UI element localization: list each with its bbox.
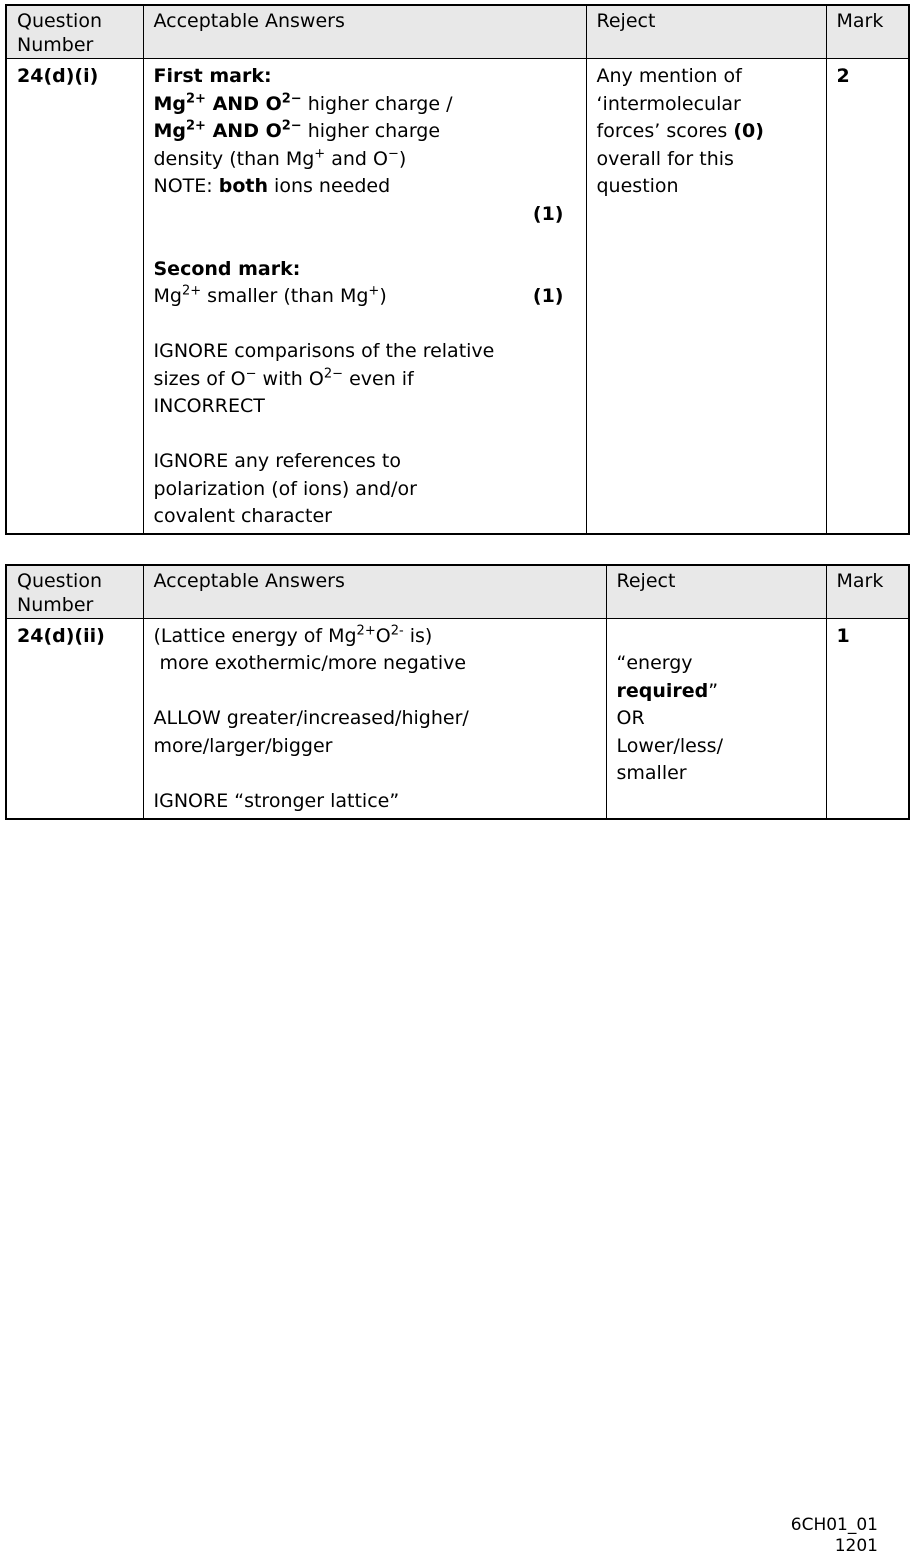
- text-line: (Lattice energy of $Mg^{2+}O^{2-}$ is): [153, 623, 433, 647]
- text-line: [154, 311, 578, 339]
- text-line: forces’ scores (0): [596, 120, 764, 142]
- header-reject: Reject: [586, 5, 826, 59]
- text-line: [154, 228, 578, 256]
- text-line: more exothermic/more negative: [153, 652, 467, 674]
- text-line: $Mg^{2+}$ smaller (than Mg+) (1): [153, 283, 564, 307]
- mark-cell: 2: [826, 59, 909, 534]
- text-line: First mark:: [153, 65, 272, 87]
- mark-scheme-table-24di: [5, 4, 910, 535]
- header-acceptable-answers: Acceptable Answers: [143, 565, 606, 619]
- text-line: [154, 421, 578, 449]
- text-line: Lower/less/: [616, 734, 723, 757]
- table-row: [6, 618, 909, 819]
- paper-code: 6CH01_01: [790, 1515, 878, 1535]
- text-line: $Mg^{2+}$ AND $O^{2-}$ higher charge: [153, 118, 441, 142]
- text-line: ‘intermolecular: [596, 92, 741, 115]
- text-line: ALLOW greater/increased/higher/: [153, 707, 469, 729]
- text-line: more/larger/bigger: [153, 734, 333, 757]
- text-line: [154, 678, 598, 706]
- text-line: “energy: [616, 652, 693, 674]
- text-line: IGNORE “stronger lattice”: [153, 789, 400, 812]
- header-row: [6, 5, 909, 59]
- header-mark: Mark: [826, 565, 909, 619]
- header-mark: Mark: [826, 5, 909, 59]
- text-line: NOTE: both ions needed: [153, 175, 391, 197]
- reject-cell: [586, 59, 826, 534]
- text-line: question: [596, 175, 679, 197]
- text-line: sizes of O− with $O^{2-}$ even if: [153, 366, 414, 390]
- mark-scheme-table-24dii: [5, 564, 910, 821]
- text-line: overall for this: [596, 147, 734, 170]
- text-line: Any mention of: [596, 65, 742, 87]
- text-line: required”: [616, 679, 719, 702]
- header-reject: Reject: [606, 565, 826, 619]
- acceptable-answers-cell: [143, 618, 606, 819]
- text-line: covalent character: [153, 505, 332, 527]
- text-line: IGNORE comparisons of the relative: [153, 340, 495, 362]
- text-line: density (than Mg+ and O−): [153, 146, 407, 170]
- table-row: [6, 59, 909, 534]
- text-line: Second mark:: [153, 257, 301, 280]
- question-number-cell: 24(d)(ii): [6, 618, 143, 819]
- text-line: IGNORE any references to: [153, 450, 401, 472]
- paper-session: 1201: [834, 1536, 878, 1556]
- text-line: [154, 760, 598, 788]
- text-line: smaller: [616, 762, 687, 784]
- text-line: polarization (of ions) and/or: [153, 477, 417, 500]
- text-line: INCORRECT: [153, 395, 265, 417]
- question-number-cell: 24(d)(i): [6, 59, 143, 534]
- text-line: (1): [532, 202, 564, 225]
- paper-reference-footer: [791, 1515, 878, 1557]
- text-line: $Mg^{2+}$ AND $O^{2-}$ higher charge /: [153, 91, 453, 115]
- header-row: [6, 565, 909, 619]
- text-line: OR: [616, 707, 645, 729]
- text-line: [617, 623, 818, 651]
- acceptable-answers-cell: [143, 59, 586, 534]
- header-question-number: Question Number: [6, 565, 143, 619]
- reject-cell: [606, 618, 826, 819]
- header-acceptable-answers: Acceptable Answers: [143, 5, 586, 59]
- mark-cell: 1: [826, 618, 909, 819]
- header-question-number: Question Number: [6, 5, 143, 59]
